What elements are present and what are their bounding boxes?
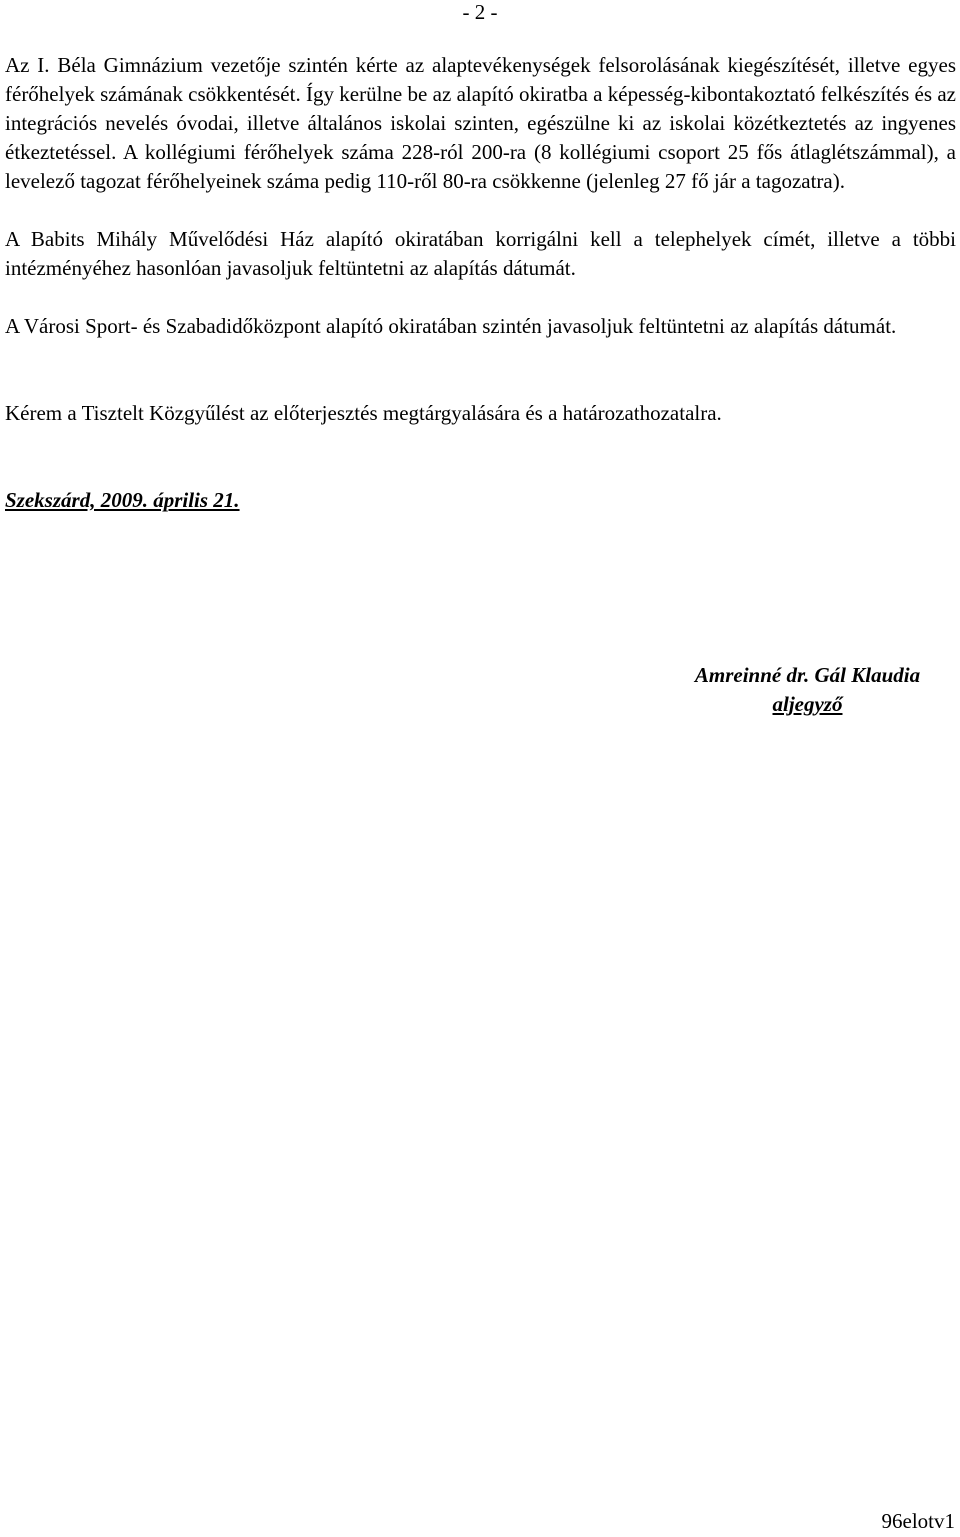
paragraph-gymnasium: Az I. Béla Gimnázium vezetője szintén kérte az alaptevékenységek felsorolásának kiegészítését, illetve egyes férőhelyek számának csökkentését. Így kerülne be az alapító okiratba a képesség-kibontakoztató felkészítés és az integrációs nevelés óvodai, illetve általános iskolai szinten, egészülne ki az iskolai közétkeztetés az ingyenes étkeztetéssel. A kollégiumi férőhelyek száma 228-ról 200-ra (8 kollégiumi csoport 25 fős átlaglétszámmal), a levelező tagozat férőhelyeinek száma pedig 110-ről 80-ra csökkenne (jelenleg 27 fő jár a tagozatra). bbox=[5, 53, 956, 193]
place-date: Szekszárd, 2009. április 21. bbox=[5, 488, 240, 512]
paragraph-cultural-house: A Babits Mihály Művelődési Ház alapító okiratában korrigálni kell a telephelyek címét, illetve a többi intézményéhez hasonlóan javasoljuk feltüntetni az alapítás dátumát. bbox=[5, 227, 956, 280]
paragraph-request: Kérem a Tisztelt Közgyűlést az előterjesztés megtárgyalására és a határozathozatalra. bbox=[5, 401, 722, 425]
signatory-title: aljegyző bbox=[772, 692, 843, 716]
paragraph-sport-center: A Városi Sport- és Szabadidőközpont alapító okiratában szintén javasoljuk feltüntetni az alapítás dátumát. bbox=[5, 314, 897, 338]
signature-block bbox=[600, 661, 960, 719]
page-number: - 2 - bbox=[462, 0, 498, 24]
document-code: 96elotv1 bbox=[881, 1509, 955, 1533]
signatory-name: Amreinné dr. Gál Klaudia bbox=[694, 663, 921, 687]
document-body bbox=[5, 51, 956, 515]
